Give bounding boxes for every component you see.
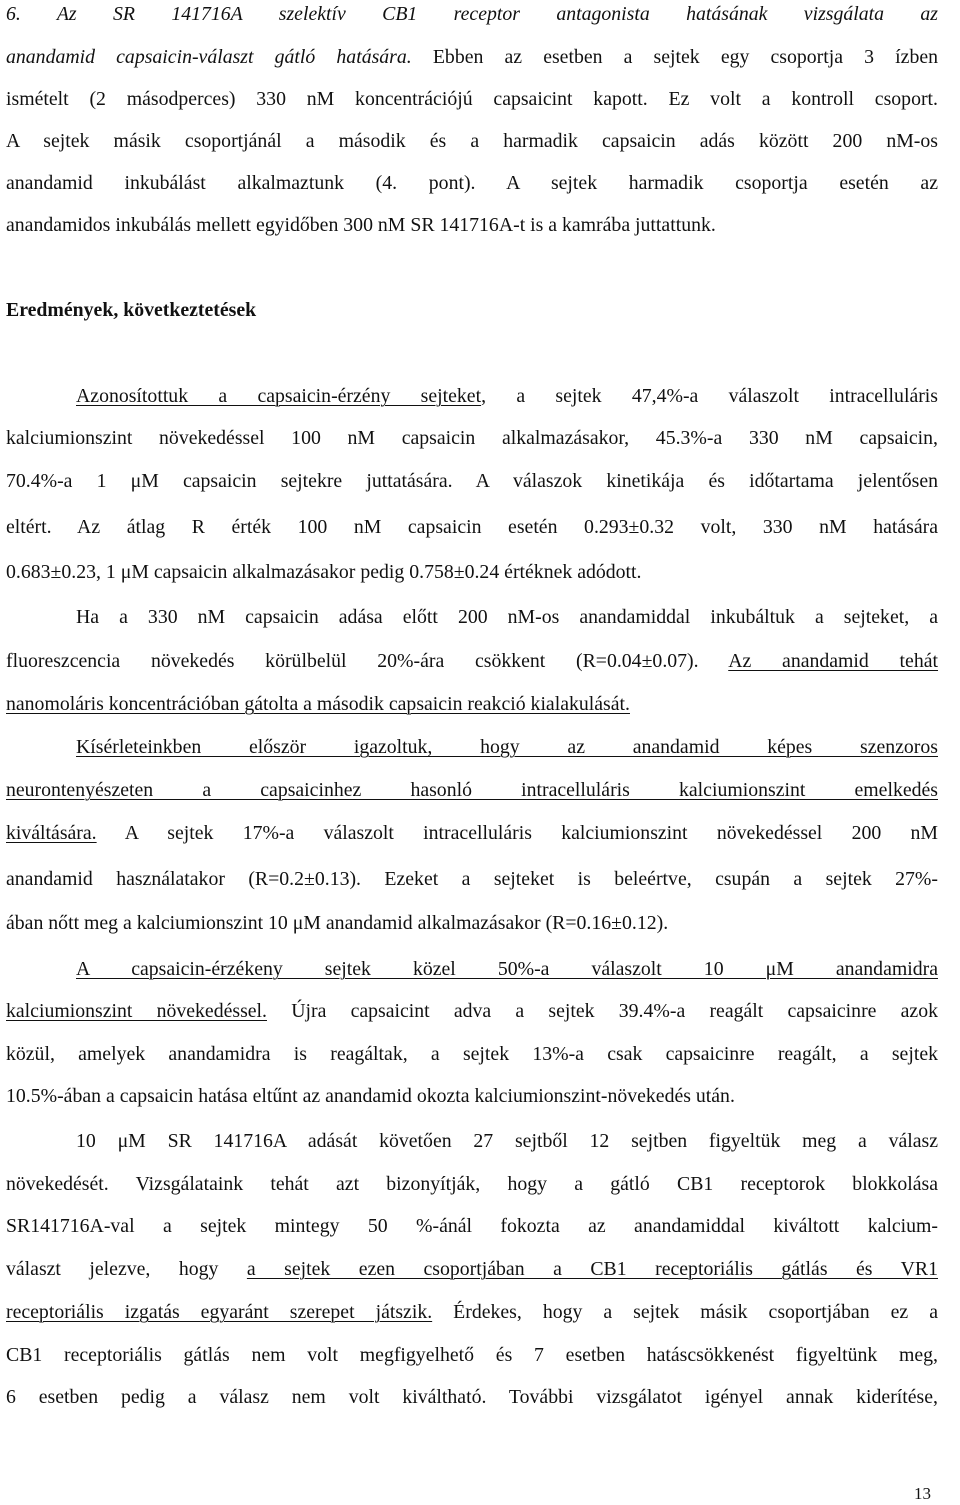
section-6-line-6: anandamidos inkubálás mellett egyidőben 300 nM SR 141716A-t is a kamrába juttattunk.	[6, 214, 716, 236]
para5-line-2: növekedését. Vizsgálataink tehát azt bizonyítják, hogy a gátló CB1 receptorok blokkolása	[6, 1173, 938, 1195]
section-6-line-3: ismételt (2 másodperces) 330 nM koncentrációjú capsaicint kapott. Ez volt a kontroll csoport.	[6, 88, 938, 110]
page-number: 13	[914, 1484, 931, 1503]
para2-text: fluoreszcencia növekedés körülbelül 20%-ára csökkent (R=0.04±0.07).	[6, 650, 729, 672]
para2-line-1: Ha a 330 nM capsaicin adása előtt 200 nM-os anandamiddal inkubáltuk a sejteket, a	[76, 606, 938, 628]
para4-line-1: A capsaicin-érzékeny sejtek közel 50%-a válaszolt 10 μM anandamidra	[76, 958, 938, 980]
para4-text: Újra capsaicint adva a sejtek 39.4%-a reagált capsaicinre azok	[266, 1000, 938, 1022]
para5-line-4	[6, 1257, 938, 1281]
section-6-line-2	[6, 45, 938, 69]
para5-line-7: 6 esetben pedig a válasz nem volt kiváltható. További vizsgálatot igényel annak kiderítése,	[6, 1386, 938, 1408]
section-6-title-end: anandamid capsaicin-választ gátló hatására.	[6, 46, 412, 68]
para1-text: , a sejtek 47,4%-a válaszolt intracelluláris	[481, 385, 938, 407]
para5-underlined-start: a sejtek ezen csoportjában a CB1 receptoriális gátlás és VR1	[246, 1258, 938, 1280]
para1-line-2: kalciumionszint növekedéssel 100 nM capsaicin alkalmazásakor, 45.3%-a 330 nM capsaicin,	[6, 427, 938, 449]
para2-line-2	[6, 649, 938, 673]
section-6-text: Ebben az esetben a sejtek egy csoportja 3 ízben	[411, 46, 939, 68]
para5-line-3: SR141716A-val a sejtek mintegy 50 %-ánál fokozta az anandamiddal kiváltott kalcium-	[6, 1215, 938, 1237]
para1-underlined: Azonosítottuk a capsaicin-érzény sejteket	[76, 385, 482, 407]
para2-line-3: nanomoláris koncentrációban gátolta a második capsaicin reakció kialakulását.	[6, 693, 630, 715]
results-heading: Eredmények, következtetések	[6, 299, 257, 321]
para3-line-2: neurontenyészeten a capsaicinhez hasonló intracelluláris kalciumionszint emelkedés	[6, 779, 938, 801]
para1-line-5: 0.683±0.23, 1 μM capsaicin alkalmazásakor pedig 0.758±0.24 értéknek adódott.	[6, 561, 642, 583]
para5-text-2: Érdekes, hogy a sejtek másik csoportjában ez a	[432, 1301, 938, 1323]
para3-line-4: anandamid használatakor (R=0.2±0.13). Ezeket a sejteket is beleértve, csupán a sejtek 27%-	[6, 868, 938, 890]
para3-text: A sejtek 17%-a válaszolt intracelluláris kalciumionszint növekedéssel 200 nM	[96, 822, 938, 844]
para5-line-1: 10 μM SR 141716A adását követően 27 sejtből 12 sejtben figyeltük meg a válasz	[76, 1130, 938, 1152]
para3-line-5: ában nőtt meg a kalciumionszint 10 μM anandamid alkalmazásakor (R=0.16±0.12).	[6, 912, 669, 934]
para1-line-1	[6, 384, 938, 408]
para5-line-5	[6, 1300, 938, 1324]
para3-underlined-end: kiváltására.	[6, 822, 97, 844]
para4-line-2	[6, 999, 938, 1023]
para3-line-3	[6, 821, 938, 845]
para4-underlined-end: kalciumionszint növekedéssel.	[6, 1000, 267, 1022]
para3-line-1: Kísérleteinkben először igazoltuk, hogy az anandamid képes szenzoros	[76, 736, 938, 758]
para1-line-4: eltért. Az átlag R érték 100 nM capsaicin esetén 0.293±0.32 volt, 330 nM hatására	[6, 516, 938, 538]
section-6-line-4: A sejtek másik csoportjánál a második és a harmadik capsaicin adás között 200 nM-os	[6, 130, 938, 152]
section-6-title-line: 6. Az SR 141716A szelektív CB1 receptor antagonista hatásának vizsgálata az	[6, 3, 938, 25]
para5-underlined-end: receptoriális izgatás egyaránt szerepet játszik.	[6, 1301, 433, 1323]
para5-line-6: CB1 receptoriális gátlás nem volt megfigyelhető és 7 esetben hatáscsökkenést figyeltünk meg,	[6, 1344, 938, 1366]
para4-line-4: 10.5%-ában a capsaicin hatása eltűnt az anandamid okozta kalciumionszint-növekedés után.	[6, 1085, 735, 1107]
para5-text: választ jelezve, hogy	[6, 1258, 247, 1280]
para1-line-3: 70.4%-a 1 μM capsaicin sejtekre juttatására. A válaszok kinetikája és időtartama jelentősen	[6, 470, 938, 492]
para2-underlined-start: Az anandamid tehát	[728, 650, 939, 672]
section-6-line-5: anandamid inkubálást alkalmaztunk (4. pont). A sejtek harmadik csoportja esetén az	[6, 172, 938, 194]
para4-line-3: közül, amelyek anandamidra is reagáltak, a sejtek 13%-a csak capsaicinre reagált, a sejtek	[6, 1043, 938, 1065]
